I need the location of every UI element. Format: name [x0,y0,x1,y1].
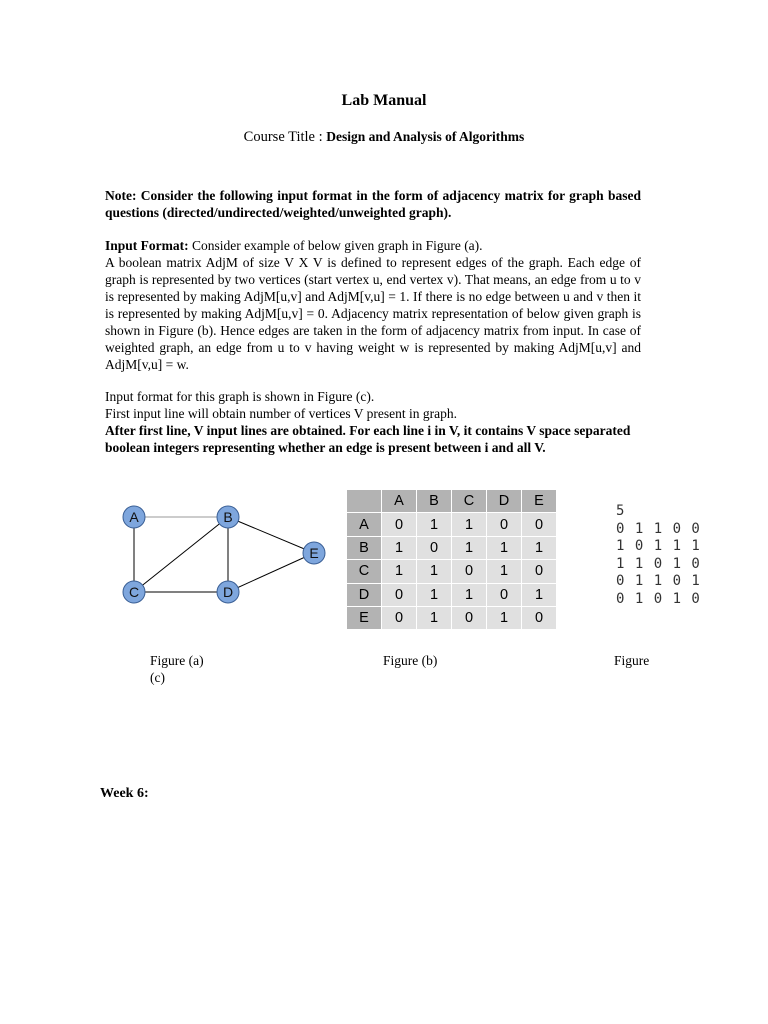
matrix-header-row [347,490,557,513]
input-format-section [105,237,641,373]
matrix-row-header: B [347,536,382,559]
matrix-cell: 0 [417,536,452,559]
matrix-cell: 0 [382,513,417,536]
matrix-cell: 0 [487,513,522,536]
matrix-row [347,583,557,606]
matrix-column-header: C [452,490,487,513]
matrix-cell: 0 [522,560,557,583]
caption-figure-b: Figure (b) [383,653,438,668]
course-title-value: Design and Analysis of Algorithms [326,129,525,144]
matrix-row [347,560,557,583]
matrix-row [347,606,557,629]
matrix-column-header: A [382,490,417,513]
matrix-row-header: C [347,560,382,583]
graph-edges [134,517,314,592]
caption-figure-a-text: Figure (a) [150,653,204,668]
graph-edge-BE [228,517,314,553]
graph-figure [110,495,340,615]
graph-node-B [217,506,239,528]
figure-c-input [616,503,701,608]
course-title [0,129,768,146]
matrix-cell: 0 [452,560,487,583]
graph-node-D [217,581,239,603]
figure-c-count: 5 [616,503,626,519]
graph-node-E [303,542,325,564]
matrix-column-header: E [522,490,557,513]
graph-node-label: A [129,509,139,525]
adjacency-matrix-table [346,489,557,630]
matrix-cell: 1 [417,560,452,583]
caption-figure-c-wrap: (c) [150,670,165,685]
figure-c-line: 0 1 1 0 1 [616,573,701,589]
matrix-cell: 0 [487,583,522,606]
matrix-cell: 0 [382,583,417,606]
figure-c-line: 1 1 0 1 0 [616,555,701,572]
graph-edge-DE [228,553,314,592]
graph-node-label: B [223,509,233,525]
matrix-column-header: D [487,490,522,513]
matrix-cell: 0 [452,606,487,629]
matrix-cell: 0 [522,606,557,629]
figure-c-line: 0 1 1 0 0 [616,520,701,537]
matrix-cell: 1 [487,536,522,559]
matrix-row [347,536,557,559]
matrix-cell: 1 [417,513,452,536]
week-heading: Week 6: [100,786,149,801]
matrix-cell: 1 [522,536,557,559]
graph-node-A [123,506,145,528]
format-line-1: Input format for this graph is shown in Figure (c). [105,389,375,404]
matrix-corner-cell [347,490,382,513]
figure-c-lines [616,521,701,609]
matrix-cell: 1 [417,583,452,606]
matrix-cell: 1 [452,536,487,559]
format-description [105,388,661,456]
graph-node-label: C [128,584,140,600]
figure-c-line: 0 1 0 1 0 [616,590,701,607]
caption-figure-a [150,652,204,686]
input-format-label: Input Format: [105,238,189,253]
matrix-cell: 1 [487,560,522,583]
figure-c-line: 1 0 1 1 1 [616,538,701,554]
input-format-intro: Consider example of below given graph in Figure (a). [188,238,483,253]
matrix-column-header: B [417,490,452,513]
graph-node-label: D [222,584,234,600]
matrix-cell: 0 [522,513,557,536]
input-format-paragraph: A boolean matrix AdjM of size V X V is defined to represent edges of the graph. Each edge of graph is represented by two vertices (start vertex u, end vertex v). That means, an edge from u to v is represented by making AdjM[u,v] and AdjM[v,u] = 1. If there is no edge between u and v then it is represented by making AdjM[u,v] = 0. Adjacency matrix representation of below given graph is shown in Figure (b). Hence edges are taken in the form of adjacency matrix from input. In case of weighted graph, an edge from u to v having weight w is represented by making AdjM[u,v] and AdjM[v,u] = w. [105,255,641,372]
matrix-row-header: E [347,606,382,629]
matrix-cell: 1 [417,606,452,629]
graph-nodes [123,506,325,603]
note-paragraph: Note: Consider the following input format in the form of adjacency matrix for graph based questions (directed/undirected/weighted/unweighted graph). [105,188,641,220]
matrix-cell: 1 [487,606,522,629]
matrix-cell: 1 [382,536,417,559]
matrix-cell: 1 [452,583,487,606]
matrix-row-header: D [347,583,382,606]
graph-node-C [123,581,145,603]
matrix-cell: 0 [382,606,417,629]
matrix-cell: 1 [522,583,557,606]
graph-edge-BC [134,517,228,592]
format-bold-paragraph: After first line, V input lines are obtained. For each line i in V, it contains V space separated boolean integers representing whether an edge is present between i and all V. [105,423,631,455]
format-line-2: First input line will obtain number of vertices V present in graph. [105,406,457,421]
caption-figure-c: Figure [614,653,650,668]
matrix-row-header: A [347,513,382,536]
page-title: Lab Manual [341,92,427,109]
course-title-label: Course Title : [243,129,327,145]
graph-node-label: E [309,545,319,561]
matrix-row [347,513,557,536]
matrix-cell: 1 [382,560,417,583]
matrix-cell: 1 [452,513,487,536]
